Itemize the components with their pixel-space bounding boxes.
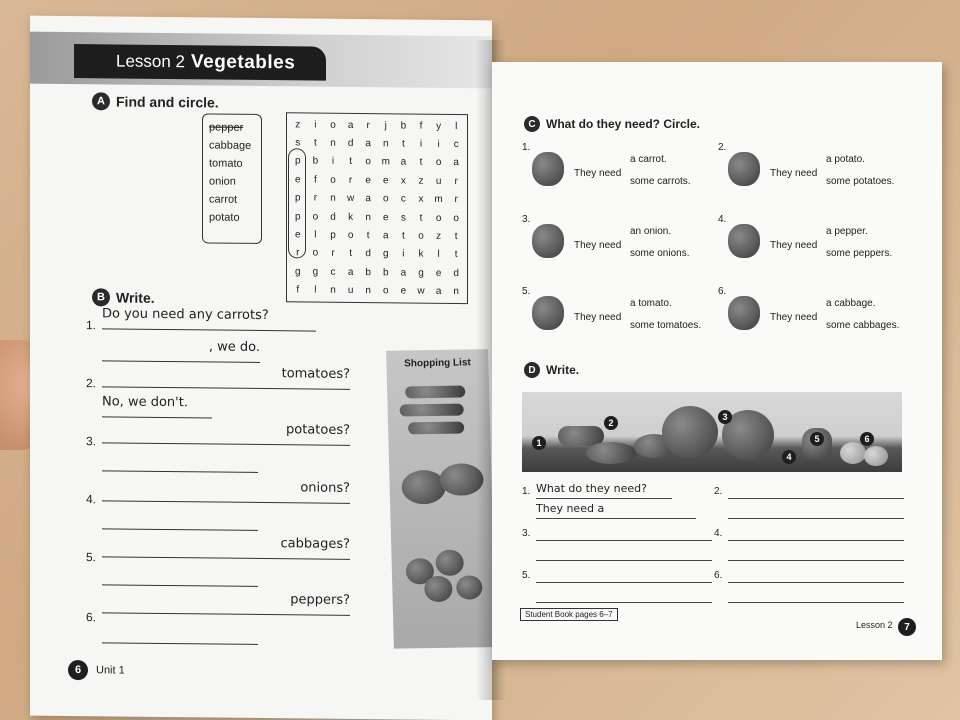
- answer-line[interactable]: onions?: [102, 478, 350, 504]
- answer-line[interactable]: They need a: [536, 502, 696, 519]
- vegetable-image: [532, 224, 564, 258]
- answer-line[interactable]: [728, 502, 904, 519]
- page-number-badge: 7: [898, 618, 916, 636]
- answer-line[interactable]: [536, 566, 712, 583]
- grid-letter[interactable]: l: [314, 284, 317, 296]
- grid-letter[interactable]: w: [346, 193, 355, 205]
- grid-letter[interactable]: i: [314, 119, 317, 131]
- grid-letter[interactable]: g: [295, 266, 301, 278]
- item-number: 3.: [522, 214, 531, 225]
- they-need-label: They need: [574, 312, 622, 323]
- word-item: tomato: [209, 157, 243, 170]
- grid-letter[interactable]: o: [383, 193, 389, 205]
- grid-letter[interactable]: w: [417, 285, 425, 297]
- grid-letter[interactable]: g: [383, 248, 389, 260]
- they-need-label: They need: [574, 168, 622, 179]
- grid-letter[interactable]: r: [313, 192, 318, 204]
- section-b-heading: [92, 288, 155, 307]
- option-singular[interactable]: a pepper.: [826, 226, 868, 237]
- page-number-badge: 6: [68, 660, 88, 680]
- grid-letter[interactable]: o: [347, 230, 354, 242]
- onion-image: [435, 550, 464, 576]
- section-c-heading: [524, 116, 700, 132]
- grid-letter[interactable]: o: [312, 211, 319, 223]
- student-book-reference: Student Book pages 6–7: [520, 608, 618, 621]
- grid-letter[interactable]: t: [349, 248, 352, 260]
- onion-image: [864, 446, 888, 466]
- grid-letter[interactable]: n: [453, 286, 459, 298]
- grid-letter[interactable]: c: [453, 139, 459, 151]
- grid-letter[interactable]: i: [437, 138, 440, 150]
- section-d-badge: D: [524, 362, 540, 378]
- grid-letter[interactable]: m: [434, 194, 443, 206]
- word-item: onion: [209, 175, 236, 188]
- option-plural[interactable]: some tomatoes.: [630, 320, 702, 331]
- grid-letter[interactable]: a: [400, 267, 407, 279]
- option-singular[interactable]: a cabbage.: [826, 298, 876, 309]
- photo-label: 1: [532, 436, 546, 450]
- grid-letter[interactable]: o: [330, 174, 336, 186]
- grid-letter[interactable]: o: [453, 212, 459, 224]
- lesson-banner: [74, 44, 326, 81]
- item-number: 6.: [718, 286, 727, 297]
- grid-letter[interactable]: l: [314, 229, 317, 241]
- grid-letter[interactable]: n: [330, 193, 336, 205]
- grid-letter[interactable]: o: [383, 285, 389, 297]
- vegetable-image: [532, 152, 564, 186]
- they-need-label: They need: [770, 240, 818, 251]
- option-plural[interactable]: some peppers.: [826, 248, 893, 259]
- item-number: 3.: [86, 434, 97, 449]
- grid-letter[interactable]: e: [365, 174, 371, 187]
- grid-letter[interactable]: b: [400, 120, 407, 132]
- answer-line[interactable]: [728, 544, 904, 561]
- grid-letter[interactable]: i: [419, 138, 423, 150]
- they-need-label: They need: [770, 168, 818, 179]
- item-number: 5.: [86, 550, 97, 565]
- grid-letter[interactable]: i: [402, 248, 405, 260]
- lesson-footer-label: Lesson 2: [856, 620, 893, 630]
- option-singular[interactable]: a tomato.: [630, 298, 672, 309]
- grid-letter[interactable]: d: [453, 267, 459, 279]
- grid-letter[interactable]: f: [314, 174, 317, 186]
- carrot-image: [405, 385, 465, 398]
- circled-word-pepper: [288, 148, 306, 258]
- grid-letter[interactable]: l: [455, 120, 458, 132]
- grid-letter[interactable]: a: [383, 230, 389, 242]
- grid-letter[interactable]: r: [454, 194, 458, 206]
- word-item: pepper: [209, 121, 244, 134]
- grid-letter[interactable]: a: [365, 193, 371, 205]
- grid-letter[interactable]: e: [295, 229, 301, 241]
- item-number: 4.: [86, 492, 97, 507]
- section-d-heading: [524, 362, 579, 378]
- grid-letter[interactable]: u: [435, 175, 442, 187]
- word-item: potato: [209, 211, 240, 224]
- lesson-label: Lesson 2: [116, 51, 185, 72]
- grid-letter[interactable]: n: [365, 285, 371, 297]
- answer-line[interactable]: , we do.: [102, 338, 260, 363]
- grid-letter[interactable]: r: [348, 174, 353, 186]
- photo-label: 6: [860, 432, 874, 446]
- grid-letter[interactable]: t: [402, 138, 405, 150]
- grid-letter[interactable]: p: [330, 229, 336, 241]
- grid-letter[interactable]: p: [295, 211, 301, 223]
- grid-letter[interactable]: x: [400, 175, 406, 187]
- right-page: [492, 62, 942, 660]
- answer-line[interactable]: [102, 562, 258, 587]
- grid-letter[interactable]: t: [366, 230, 370, 242]
- answer-line[interactable]: [728, 524, 904, 541]
- grid-letter[interactable]: a: [347, 266, 354, 278]
- potato-image: [586, 442, 636, 464]
- grid-letter[interactable]: n: [330, 137, 336, 149]
- answer-line[interactable]: potatoes?: [102, 420, 350, 446]
- unit-label: Unit 1: [96, 664, 125, 677]
- grid-letter[interactable]: g: [312, 266, 319, 278]
- vegetable-image: [728, 152, 760, 186]
- photo-label: 4: [782, 450, 796, 464]
- they-need-label: They need: [770, 312, 818, 323]
- section-d-title: Write.: [546, 363, 580, 377]
- grid-letter[interactable]: a: [400, 156, 407, 169]
- answer-line[interactable]: [536, 586, 712, 603]
- word-item: cabbage: [209, 139, 252, 152]
- onion-image: [840, 442, 866, 464]
- section-a-title: Find and circle.: [116, 93, 219, 111]
- grid-letter[interactable]: t: [314, 137, 317, 149]
- grid-letter[interactable]: a: [365, 138, 371, 150]
- grid-letter[interactable]: u: [347, 285, 354, 297]
- grid-letter[interactable]: t: [454, 249, 458, 261]
- item-number: 2.: [714, 486, 723, 497]
- grid-letter[interactable]: t: [454, 231, 458, 243]
- answer-line[interactable]: cabbages?: [102, 534, 350, 560]
- grid-letter[interactable]: f: [296, 284, 300, 296]
- grid-letter[interactable]: t: [419, 212, 423, 224]
- grid-letter[interactable]: e: [400, 285, 407, 297]
- item-number: 2.: [718, 142, 727, 153]
- item-number: 5.: [522, 570, 531, 581]
- shopping-list-title: Shopping List: [403, 357, 471, 370]
- grid-letter[interactable]: a: [435, 286, 442, 298]
- onion-image: [424, 576, 453, 602]
- option-singular[interactable]: an onion.: [630, 226, 672, 237]
- grid-letter[interactable]: n: [330, 285, 336, 297]
- vegetable-image: [532, 296, 564, 330]
- item-number: 4.: [714, 528, 723, 539]
- item-number: 1.: [522, 486, 531, 497]
- option-singular[interactable]: a potato.: [826, 154, 865, 165]
- section-a-heading: [92, 92, 219, 111]
- grid-letter[interactable]: s: [295, 137, 301, 149]
- grid-letter[interactable]: r: [366, 119, 370, 131]
- item-number: 6.: [86, 610, 97, 625]
- grid-letter[interactable]: x: [418, 193, 424, 205]
- photo-label: 2: [604, 416, 618, 430]
- answer-line[interactable]: peppers?: [102, 590, 350, 616]
- section-c-title: What do they need? Circle.: [546, 117, 701, 131]
- grid-letter[interactable]: o: [365, 156, 371, 168]
- carrot-image: [408, 421, 464, 434]
- option-plural[interactable]: some potatoes.: [826, 176, 895, 187]
- section-c-badge: C: [524, 116, 540, 132]
- item-number: 6.: [714, 570, 723, 581]
- photo-label: 5: [810, 432, 824, 446]
- grid-letter[interactable]: i: [331, 156, 335, 168]
- grid-letter[interactable]: t: [402, 230, 405, 242]
- grid-letter[interactable]: l: [437, 249, 440, 261]
- section-a-badge: A: [92, 92, 110, 110]
- section-b-title: Write.: [116, 289, 155, 306]
- grid-letter[interactable]: d: [365, 248, 371, 260]
- grid-letter[interactable]: e: [295, 174, 301, 186]
- word-list-box: [202, 113, 262, 244]
- option-singular[interactable]: a carrot.: [630, 154, 667, 165]
- answer-line[interactable]: [102, 620, 258, 645]
- grid-letter[interactable]: b: [383, 267, 389, 279]
- grid-letter[interactable]: r: [296, 247, 300, 259]
- answer-line[interactable]: [536, 524, 712, 541]
- grid-letter[interactable]: g: [418, 267, 424, 279]
- grid-letter[interactable]: o: [330, 119, 336, 131]
- vegetable-image: [728, 296, 760, 330]
- grid-letter[interactable]: t: [419, 157, 423, 169]
- grid-letter[interactable]: z: [436, 230, 442, 242]
- grid-letter[interactable]: m: [381, 156, 390, 168]
- answer-line[interactable]: [728, 586, 904, 603]
- option-plural[interactable]: some cabbages.: [826, 320, 900, 331]
- grid-letter[interactable]: j: [384, 119, 387, 132]
- grid-letter[interactable]: b: [312, 156, 319, 168]
- grid-letter[interactable]: k: [348, 211, 354, 223]
- grid-letter[interactable]: o: [435, 157, 442, 169]
- grid-letter[interactable]: s: [400, 212, 406, 224]
- grid-letter[interactable]: d: [330, 211, 336, 223]
- grid-letter[interactable]: p: [295, 192, 301, 204]
- answer-line[interactable]: [102, 448, 258, 473]
- item-number: 2.: [86, 376, 97, 391]
- section-b-badge: B: [92, 288, 110, 306]
- grid-letter[interactable]: n: [365, 211, 371, 223]
- photo-label: 3: [718, 410, 732, 424]
- carrot-image: [400, 403, 464, 416]
- grid-letter[interactable]: e: [383, 175, 389, 187]
- answer-line[interactable]: [536, 544, 712, 561]
- grid-letter[interactable]: k: [418, 249, 424, 261]
- grid-letter[interactable]: e: [383, 211, 389, 224]
- item-number: 5.: [522, 286, 531, 297]
- grid-letter[interactable]: y: [436, 120, 442, 132]
- left-page: [30, 16, 492, 720]
- grid-letter[interactable]: r: [331, 248, 335, 260]
- vegetable-image: [728, 224, 760, 258]
- option-plural[interactable]: some carrots.: [630, 176, 691, 187]
- item-number: 1.: [86, 318, 97, 333]
- answer-line[interactable]: [728, 566, 904, 583]
- grid-letter[interactable]: p: [295, 155, 301, 167]
- grid-letter[interactable]: c: [400, 193, 406, 205]
- grid-letter[interactable]: d: [347, 138, 354, 150]
- item-number: 1.: [522, 142, 531, 153]
- answer-line[interactable]: [102, 506, 258, 531]
- grid-letter[interactable]: b: [365, 266, 371, 279]
- grid-letter[interactable]: r: [454, 175, 458, 187]
- grid-letter[interactable]: t: [349, 156, 352, 168]
- word-item: carrot: [209, 193, 238, 206]
- grid-letter[interactable]: a: [347, 119, 354, 131]
- grid-letter[interactable]: o: [312, 248, 319, 260]
- grid-letter[interactable]: o: [435, 212, 442, 224]
- grid-letter[interactable]: n: [383, 138, 389, 150]
- answer-line[interactable]: No, we don't.: [102, 394, 212, 418]
- grid-letter[interactable]: z: [295, 119, 301, 131]
- vegetable-photo: [522, 392, 902, 472]
- grid-letter[interactable]: o: [418, 230, 424, 242]
- lesson-title: Vegetables: [191, 51, 296, 74]
- option-plural[interactable]: some onions.: [630, 248, 690, 259]
- answer-line[interactable]: Do you need any carrots?: [102, 306, 316, 331]
- answer-line[interactable]: tomatoes?: [102, 364, 350, 390]
- grid-letter[interactable]: f: [419, 120, 423, 132]
- grid-letter[interactable]: c: [330, 266, 336, 278]
- cabbage-image: [662, 406, 718, 458]
- grid-letter[interactable]: e: [435, 267, 442, 279]
- answer-line[interactable]: [728, 482, 904, 499]
- they-need-label: They need: [574, 240, 622, 251]
- word-search-grid: [286, 112, 468, 304]
- answer-line[interactable]: What do they need?: [536, 482, 672, 499]
- item-number: 3.: [522, 528, 531, 539]
- grid-letter[interactable]: a: [453, 157, 459, 169]
- grid-letter[interactable]: z: [418, 175, 424, 187]
- item-number: 4.: [718, 214, 727, 225]
